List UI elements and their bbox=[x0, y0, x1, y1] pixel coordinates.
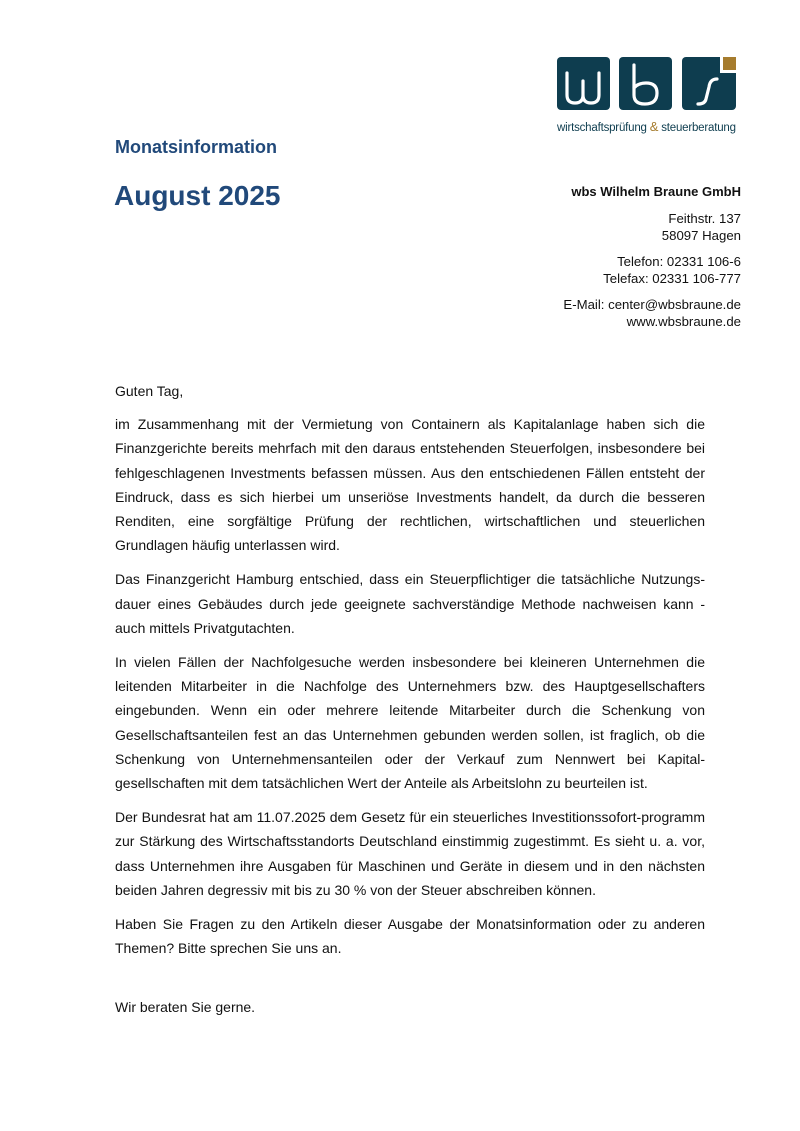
phone: Telefon: 02331 106-6 bbox=[617, 253, 741, 269]
company-name: wbs Wilhelm Braune GmbH bbox=[571, 184, 741, 199]
paragraph-nutzungsdauer: Das Finanzgericht Hamburg entschied, dass ein Steuerpflichtiger die tatsächliche Nutzungs-dauer eines Gebäudes durch jede geeignete sachverständige Methode nachweisen kann - auch mittels Privatgutachten. bbox=[115, 571, 705, 636]
street: Feithstr. 137 bbox=[668, 210, 741, 226]
phone-block bbox=[563, 253, 741, 288]
email-link[interactable]: E-Mail: center@wbsbraune.de bbox=[563, 296, 741, 312]
logo-tagline-left: wirtschaftsprüfung bbox=[557, 122, 647, 134]
closing: Wir beraten Sie gerne. bbox=[115, 999, 256, 1016]
paragraph-nachfolge: In vielen Fällen der Nachfolgesuche werden insbesondere bei kleineren Unternehmen die leitenden Mitarbeiter in die Nachfolge des Unternehmers bzw. des Hauptgesellschafters eingebunden. Wenn ein oder mehrere leitende Mitarbeiter durch die Schenkung von Gesellschaftsanteilen fest an das Unternehmen gebunden werden sollen, ist fraglich, ob die Schenkung von Unternehmensanteilen oder der Verkauf zum Nennwert bei Kapital-gesellschaften mit dem tatsächlichen Wert der Anteile als Arbeitslohn zu beurteilen ist. bbox=[115, 654, 705, 792]
greeting: Guten Tag, bbox=[115, 383, 184, 399]
letter-body bbox=[115, 379, 705, 1030]
logo-tagline-right: steuerberatung bbox=[661, 122, 736, 134]
paragraph-bundesrat: Der Bundesrat hat am 11.07.2025 dem Gesetz für ein steuerliches Investitionssofort-programm zur Stärkung des Wirtschaftsstandorts Deutschland einstimmig zugestimmt. Es sieht u. a. vor, dass Unternehmen ihre Ausgaben für Maschinen und Geräte in diesem und in den nächsten beiden Jahren degressiv mit bis zu 30 % von der Steuer abschreiben können. bbox=[115, 809, 705, 898]
paragraph-questions: Haben Sie Fragen zu den Artikeln dieser Ausgabe der Monatsinformation oder zu anderen Themen? Bitte sprechen Sie uns an. bbox=[115, 916, 705, 957]
postal-address bbox=[563, 210, 741, 245]
website-link[interactable]: www.wbsbraune.de bbox=[626, 314, 741, 329]
logo-gold-corner bbox=[723, 57, 736, 70]
document-title: August 2025 bbox=[114, 180, 281, 211]
sender-address bbox=[563, 183, 741, 339]
paragraph-containers: im Zusammenhang mit der Vermietung von Containern als Kapitalanlage haben sich die Finanzgerichte bereits mehrfach mit den daraus entstehenden Steuerfolgen, insbesondere bei fehlgeschlagenen Investments befassen müssen. Aus den entschiedenen Fällen entsteht der Eindruck, dass es sich hierbei um unseriöse Investments handelt, da durch die besseren Renditen, eine sorgfältige Prüfung der rechtlichen, wirtschaftlichen und steuerlichen Grundlagen häufig unterlassen wird. bbox=[115, 416, 705, 554]
fax: Telefax: 02331 106-777 bbox=[603, 271, 741, 286]
online-block bbox=[563, 296, 741, 331]
document-subtitle: Monatsinformation bbox=[115, 137, 277, 157]
logo-tagline bbox=[557, 119, 737, 134]
logo-tagline-amp: & bbox=[649, 119, 659, 134]
city: 58097 Hagen bbox=[661, 228, 741, 243]
